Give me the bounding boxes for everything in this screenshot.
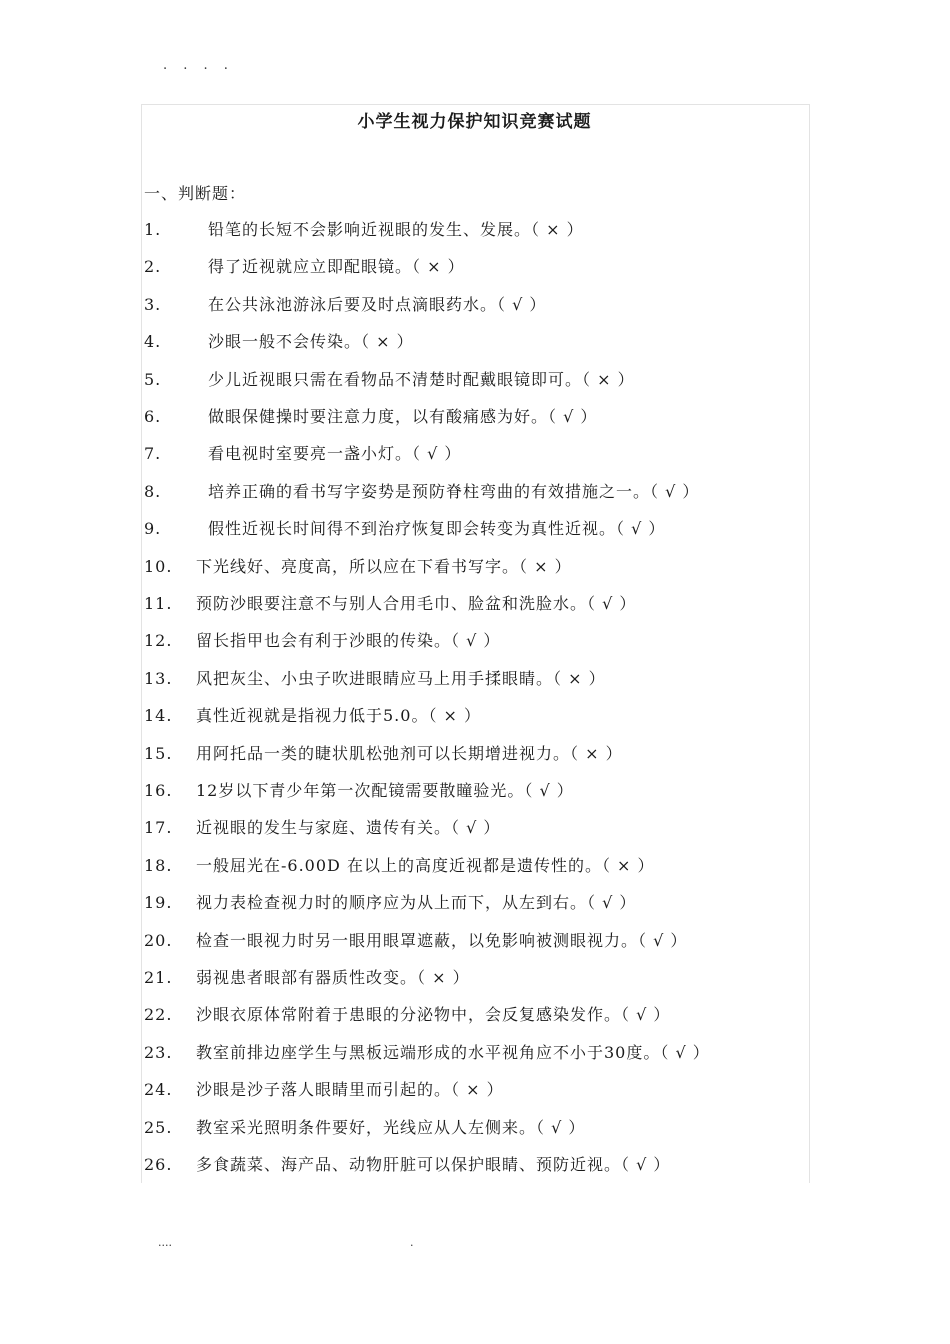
question-text: 得了近视就应立即配眼镜。（ × ） [208,257,465,276]
question-text: 弱视患者眼部有器质性改变。（ × ） [196,968,470,987]
question-text: 少儿近视眼只需在看物品不清楚时配戴眼镜即可。（ × ） [208,370,635,389]
question-item [144,218,584,242]
question-item [144,480,699,504]
question-item [144,1003,670,1027]
question-number: 4. [144,332,162,351]
question-item [144,929,687,953]
question-number: 8. [144,482,162,501]
question-item [144,629,500,653]
question-text: 留长指甲也会有利于沙眼的传染。（ √ ） [196,631,501,650]
footer-marks-left: .... [158,1236,172,1249]
section-heading: 一、判断题： [144,184,247,203]
question-number: 25. [144,1118,173,1137]
question-item [144,966,470,990]
question-number: 11. [144,594,173,613]
question-item [144,442,461,466]
question-item [144,704,481,728]
question-number: 5. [144,370,162,389]
question-number: 23. [144,1043,173,1062]
question-item [144,555,572,579]
question-number: 1. [144,220,162,239]
question-item [144,330,414,354]
question-text: 真性近视就是指视力低于5.0。（ × ） [196,706,482,725]
question-text: 下光线好、亮度高，所以应在下看书写字。（ × ） [196,557,572,576]
question-number: 22. [144,1005,173,1024]
question-text: 用阿托品一类的睫状肌松弛剂可以长期增进视力。（ × ） [196,744,623,763]
question-item [144,854,655,878]
question-text: 假性近视长时间得不到治疗恢复即会转变为真性近视。（ √ ） [208,519,666,538]
footer-marks-mid: . [410,1236,414,1249]
question-item [144,1041,710,1065]
question-text: 风把灰尘、小虫子吹进眼睛应马上用手揉眼睛。（ × ） [196,669,606,688]
question-item [144,255,465,279]
question-text: 检查一眼视力时另一眼用眼罩遮蔽，以免影响被测眼视力。（ √ ） [196,931,688,950]
question-text: 12岁以下青少年第一次配镜需要散瞳验光。（ √ ） [196,781,574,800]
question-text: 教室前排边座学生与黑板远端形成的水平视角应不小于30度。（ √ ） [196,1043,710,1062]
question-text: 培养正确的看书写字姿势是预防脊柱弯曲的有效措施之一。（ √ ） [208,482,700,501]
question-item [144,368,635,392]
question-item [144,293,546,317]
question-number: 16. [144,781,173,800]
question-item [144,667,606,691]
question-text: 视力表检查视力时的顺序应为从上而下，从左到右。（ √ ） [196,893,637,912]
question-text: 沙眼是沙子落人眼睛里而引起的。（ × ） [196,1080,504,1099]
question-item [144,592,636,616]
question-number: 17. [144,818,173,837]
question-text: 沙眼衣原体常附着于患眼的分泌物中，会反复感染发作。（ √ ） [196,1005,671,1024]
question-number: 15. [144,744,173,763]
question-item [144,891,636,915]
question-number: 3. [144,295,162,314]
question-item [144,1116,585,1140]
question-number: 24. [144,1080,173,1099]
header-marks: . . . . [163,58,234,73]
question-text: 多食蔬菜、海产品、动物肝脏可以保护眼睛、预防近视。（ √ ） [196,1155,671,1174]
question-number: 6. [144,407,162,426]
question-text: 近视眼的发生与家庭、遗传有关。（ √ ） [196,818,501,837]
question-number: 19. [144,893,173,912]
question-number: 14. [144,706,173,725]
question-number: 10. [144,557,173,576]
question-text: 做眼保健操时要注意力度，以有酸痛感为好。（ √ ） [208,407,598,426]
question-text: 预防沙眼要注意不与别人合用毛巾、脸盆和洗脸水。（ √ ） [196,594,637,613]
question-number: 20. [144,931,173,950]
question-item [144,816,500,840]
question-number: 7. [144,444,162,463]
question-text: 一般屈光在-6.00D 在以上的高度近视都是遗传性的。（ × ） [196,856,655,875]
question-item [144,517,665,541]
question-number: 13. [144,669,173,688]
question-text: 教室采光照明条件要好，光线应从人左侧来。（ √ ） [196,1118,586,1137]
question-number: 26. [144,1155,173,1174]
question-number: 2. [144,257,162,276]
question-number: 9. [144,519,162,538]
question-text: 在公共泳池游泳后要及时点滴眼药水。（ √ ） [208,295,547,314]
question-number: 12. [144,631,173,650]
question-number: 18. [144,856,173,875]
question-item [144,405,597,429]
question-number: 21. [144,968,173,987]
page-title: 小学生视力保护知识竞赛试题 [357,112,592,132]
question-item [144,742,623,766]
question-text: 沙眼一般不会传染。（ × ） [208,332,414,351]
question-item [144,1153,670,1177]
question-text: 看电视时室要亮一盏小灯。（ √ ） [208,444,462,463]
question-item [144,1078,504,1102]
question-text: 铅笔的长短不会影响近视眼的发生、发展。（ × ） [208,220,584,239]
question-item [144,779,574,803]
